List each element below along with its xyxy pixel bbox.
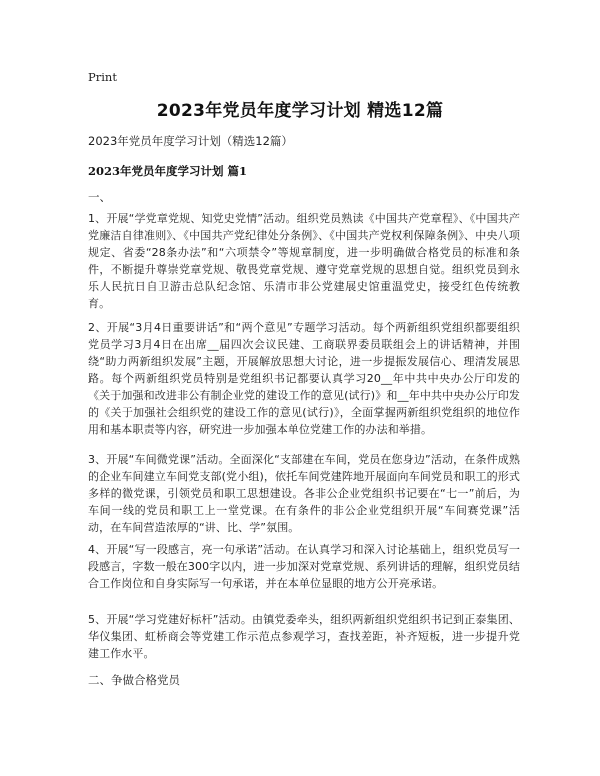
- document-title: 2023年党员年度学习计划 精选12篇: [156, 101, 444, 121]
- paragraph-2: 2、开展“3月4日重要讲话”和“两个意见”专题学习活动。每个两新组织党组织都要组织党员学习3月4日在出席__届四次会议民建、工商联界委员联组会上的讲话精神，并围绕“助力两新组织发展”主题，开展解放思想大讨论，进一步提振发展信心、理清发展思路。每个两新组织党员特别是党组织书记都要认真学习20__年中共中央办公厅印发的《关于加强和改进非公有制企业党的建设工作的意见(试行)》和__年中共中央办公厅印发的《关于加强社会组织党的建设工作的意见(试行)》，全面掌握两新组织党组织的地位作用和基本职责等内容，研究进一步加强本单位党建工作的办法和举措。: [88, 321, 520, 436]
- part-two-heading: 二、争做合格党员: [88, 673, 180, 687]
- print-link[interactable]: Print: [88, 70, 117, 84]
- section-heading: 2023年党员年度学习计划 篇1: [88, 164, 248, 178]
- paragraph-1: 1、开展“学党章党规、知党史党情”活动。组织党员熟读《中国共产党章程》、《中国共产党廉洁自律准则》、《中国共产党纪律处分条例》、《中国共产党权利保障条例》、中央八项规定、省委“28条办法”和“六项禁令”等规章制度，进一步明确做合格党员的标准和条件，不断提升尊崇党章党规、敬畏党章党规、遵守党章党规的思想自觉。组织党员到永乐人民抗日自卫游击总队纪念馆、乐清市非公党建展史馆重温党史，接受红色传统教育。: [88, 212, 520, 310]
- paragraph-3: 3、开展“车间微党课”活动。全面深化“支部建在车间，党员在您身边”活动，在条件成熟的企业车间建立车间党支部(党小组)，依托车间党建阵地开展面向车间党员和职工的形式多样的微党课，引领党员和职工思想建设。各非公企业党组织书记要在“七一”前后，为车间一线的党员和职工上一堂党课。在有条件的非公企业党组织开展“车间赛党课”活动，在车间营造浓厚的“讲、比、学”氛围。: [88, 453, 520, 534]
- part-one-label: 一、: [88, 190, 111, 204]
- document-subtitle: 2023年党员年度学习计划（精选12篇）: [88, 134, 293, 148]
- paragraph-4: 4、开展“写一段感言，亮一句承诺”活动。在认真学习和深入讨论基础上，组织党员写一段感言，字数一般在300字以内，进一步加深对党章党规、系列讲话的理解，组织党员结合工作岗位和自身实际写一句承诺，并在本单位显眼的地方公开亮承诺。: [88, 543, 520, 590]
- paragraph-5: 5、开展“学习党建好标杆”活动。由镇党委牵头，组织两新组织党组织书记到正泰集团、华仪集团、虹桥商会等党建工作示范点参观学习，查找差距，补齐短板，进一步提升党建工作水平。: [88, 613, 520, 660]
